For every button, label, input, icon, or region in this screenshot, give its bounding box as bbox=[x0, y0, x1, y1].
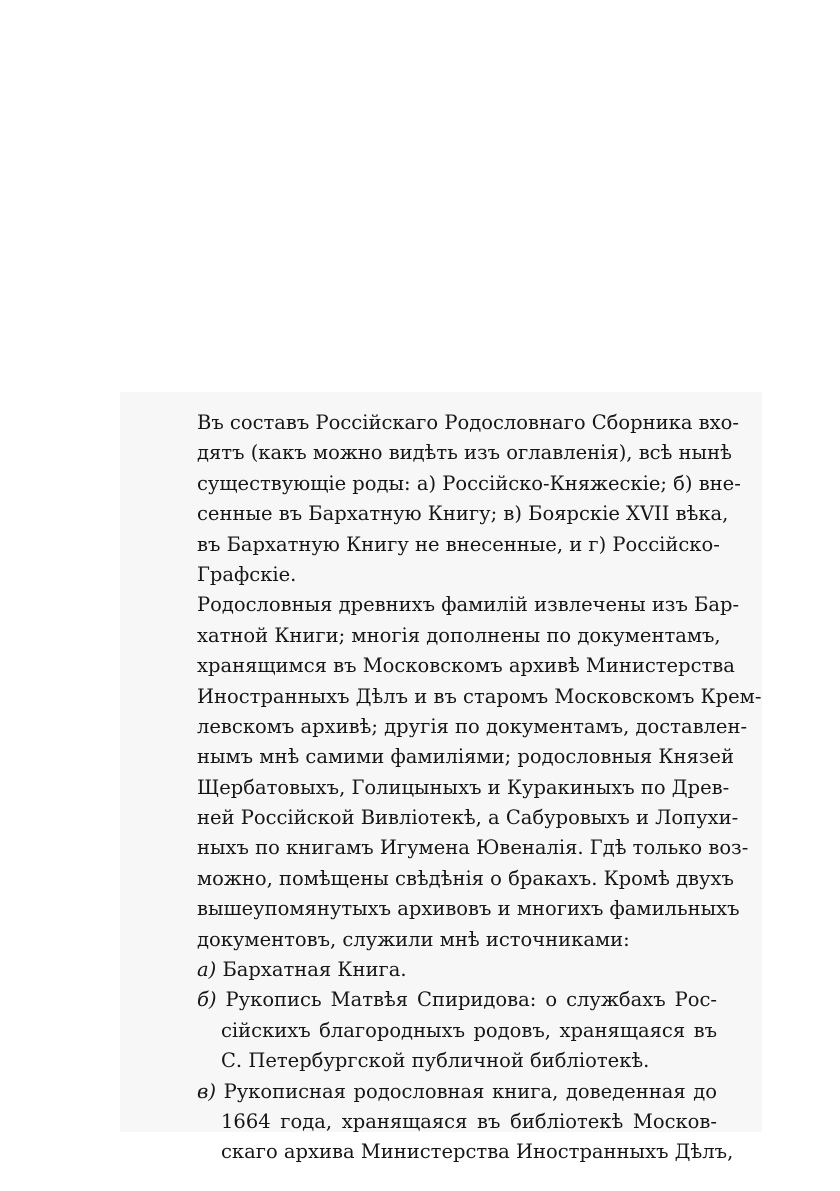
source-item-c bbox=[197, 1077, 734, 1168]
sources-list bbox=[197, 955, 734, 1168]
list-marker: в) bbox=[197, 1079, 216, 1103]
list-item-continuation: скаго архива Министерства Иностранныхъ Дѣлъ, bbox=[221, 1140, 734, 1164]
list-item-text: Бархатная Книга. bbox=[222, 958, 407, 982]
list-item bbox=[197, 985, 717, 1015]
list-item-continuation: сійскихъ благородныхъ родовъ, хранящаяся въ bbox=[221, 1018, 717, 1042]
paragraph-1 bbox=[197, 408, 741, 590]
paragraph-2 bbox=[197, 590, 762, 955]
text-line: хранящимся въ Московскомъ архивѣ Министерства bbox=[197, 654, 735, 678]
list-item-continuation: 1664 года, хранящаяся въ библіотекѣ Москов- bbox=[221, 1109, 717, 1133]
text-line: Родословныя древнихъ фамилій извлечены изъ Бар- bbox=[197, 593, 740, 617]
text-line: существующіе роды: а) Россійско-Княжескіе; б) вне- bbox=[197, 471, 741, 495]
text-line: левскомъ архивѣ; другія по документамъ, доставлен- bbox=[197, 714, 748, 738]
list-item bbox=[197, 955, 717, 985]
list-marker: б) bbox=[197, 988, 217, 1012]
text-line: хатной Книги; многія дополнены по документамъ, bbox=[197, 623, 721, 647]
list-item bbox=[197, 1077, 717, 1107]
page-text bbox=[197, 408, 762, 1168]
text-line: сенные въ Бархатную Книгу; в) Боярскіе XVII вѣка, bbox=[197, 502, 729, 526]
list-item-text: Рукопись Матвѣя Спиридова: о службахъ Рос- bbox=[225, 988, 717, 1012]
text-line: Графскіе. bbox=[197, 562, 297, 586]
source-item-b bbox=[197, 985, 717, 1076]
text-line: ныхъ по книгамъ Игумена Ювеналія. Гдѣ только воз- bbox=[197, 836, 749, 860]
text-line: въ Бархатную Книгу не внесенные, и г) Россійско- bbox=[197, 532, 720, 556]
text-line: Щербатовыхъ, Голицыныхъ и Куракиныхъ по Древ- bbox=[197, 775, 730, 799]
text-line: дятъ (какъ можно видѣть изъ оглавленія), всѣ нынѣ bbox=[197, 441, 732, 465]
text-line: ней Россійской Вивліотекѣ, а Сабуровыхъ и Лопухи- bbox=[197, 806, 739, 830]
source-item-a bbox=[197, 955, 717, 985]
text-line: можно, помѣщены свѣдѣнія о бракахъ. Кромѣ двухъ bbox=[197, 866, 734, 890]
list-marker: а) bbox=[197, 958, 217, 982]
list-item-text: Рукописная родословная книга, доведенная до bbox=[223, 1079, 717, 1103]
text-line: документовъ, служили мнѣ источниками: bbox=[197, 927, 630, 951]
text-line: Въ составъ Россійскаго Родословнаго Сборника вхо- bbox=[197, 411, 739, 434]
text-line: Иностранныхъ Дѣлъ и въ старомъ Московскомъ Крем- bbox=[197, 684, 762, 708]
text-line: вышеупомянутыхъ архивовъ и многихъ фамильныхъ bbox=[197, 897, 740, 921]
text-line: нымъ мнѣ самими фамиліями; родословныя Князей bbox=[197, 745, 734, 769]
list-item-continuation: С. Петербургской публичной библіотекѣ. bbox=[221, 1049, 650, 1073]
